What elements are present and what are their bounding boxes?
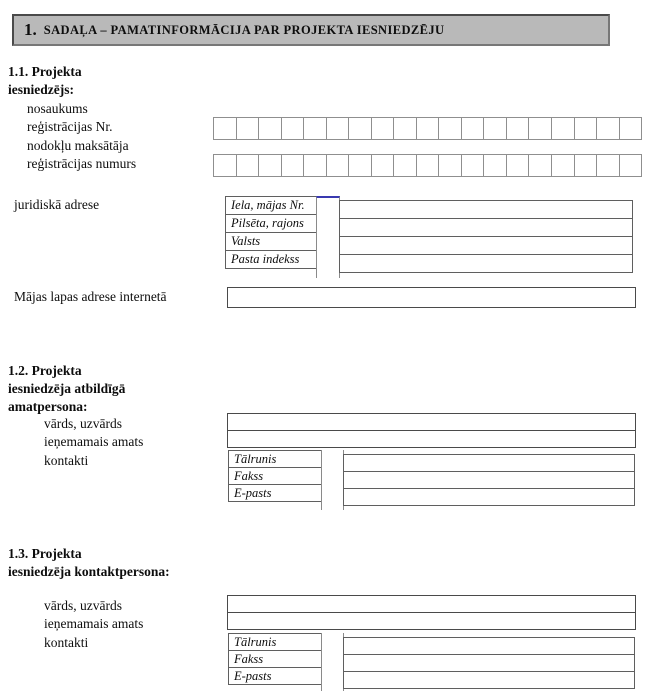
digit-box[interactable] [619, 117, 643, 140]
field-label: vārds, uzvārds [44, 416, 122, 431]
contacts-label-column-1-3 [228, 633, 322, 685]
digit-box[interactable] [303, 154, 327, 177]
address-spacer-cell [316, 196, 340, 278]
digit-box[interactable] [574, 117, 598, 140]
digit-box[interactable] [303, 117, 327, 140]
digit-box[interactable] [393, 154, 417, 177]
contacts-spacer-cell-1-3 [321, 633, 344, 691]
digit-box[interactable] [483, 154, 507, 177]
field-label: nosaukums [27, 101, 88, 116]
field-label: vārds, uzvārds [44, 598, 122, 613]
address-row-label: Iela, mājas Nr. [225, 196, 317, 215]
name-position-box-1-2 [227, 413, 636, 448]
contact-value-field[interactable] [343, 454, 635, 472]
digit-box[interactable] [438, 117, 462, 140]
field-labels-1-3 [44, 597, 143, 652]
digit-box[interactable] [438, 154, 462, 177]
digit-box[interactable] [416, 117, 440, 140]
digit-box[interactable] [258, 154, 282, 177]
digit-box[interactable] [528, 117, 552, 140]
heading-line: 1.3. Projekta [8, 546, 82, 561]
contact-value-field[interactable] [343, 471, 635, 489]
address-value-field[interactable] [339, 218, 633, 237]
address-value-field[interactable] [339, 236, 633, 255]
field-label: reģistrācijas Nr. [27, 119, 113, 135]
label-juridiska-adrese: juridiskā adrese [14, 197, 100, 212]
field-label: nodokļu maksātāja [27, 137, 129, 153]
contacts-spacer-cell-1-2 [321, 450, 344, 510]
contacts-label-column-1-2 [228, 450, 322, 502]
digit-box[interactable] [326, 154, 350, 177]
section-number: 1. [24, 20, 37, 39]
section-header-bar [12, 14, 610, 46]
digit-box[interactable] [236, 154, 260, 177]
digit-box[interactable] [619, 154, 643, 177]
position-input[interactable] [227, 612, 636, 630]
contacts-value-column-1-2 [343, 454, 635, 506]
address-label-column [225, 196, 317, 269]
contact-row-label: Fakss [228, 650, 322, 668]
digit-box[interactable] [348, 154, 372, 177]
field-label: kontakti [44, 452, 89, 468]
digit-box[interactable] [348, 117, 372, 140]
address-row-label: Pilsēta, rajons [225, 214, 317, 233]
digit-box[interactable] [281, 117, 305, 140]
heading-1-3 [8, 545, 170, 581]
heading-1-2 [8, 362, 125, 416]
digit-box[interactable] [461, 117, 485, 140]
digit-box[interactable] [213, 154, 237, 177]
digit-box[interactable] [236, 117, 260, 140]
contact-value-field[interactable] [343, 671, 635, 689]
address-value-column [339, 200, 633, 273]
digit-box[interactable] [258, 117, 282, 140]
heading-line: amatpersona: [8, 399, 88, 414]
tax-registration-number-grid [213, 154, 642, 177]
field-label: ieņemamais amats [44, 434, 144, 450]
contact-row-label: E-pasts [228, 667, 322, 685]
digit-box[interactable] [596, 154, 620, 177]
digit-box[interactable] [281, 154, 305, 177]
website-input[interactable] [227, 287, 636, 308]
digit-box[interactable] [551, 117, 575, 140]
digit-box[interactable] [393, 117, 417, 140]
digit-box[interactable] [574, 154, 598, 177]
name-input[interactable] [227, 413, 636, 431]
address-row-label: Pasta indekss [225, 250, 317, 269]
name-position-box-1-3 [227, 595, 636, 630]
digit-box[interactable] [483, 117, 507, 140]
contact-row-label: E-pasts [228, 484, 322, 502]
heading-line: 1.1. Projekta [8, 64, 82, 79]
address-row-label: Valsts [225, 232, 317, 251]
digit-box[interactable] [213, 117, 237, 140]
contact-row-label: Fakss [228, 467, 322, 485]
field-label: ieņemamais amats [44, 616, 144, 632]
heading-line: iesniedzēja kontaktpersona: [8, 564, 170, 579]
position-input[interactable] [227, 430, 636, 448]
contact-row-label: Tālrunis [228, 450, 322, 468]
digit-box[interactable] [416, 154, 440, 177]
contact-value-field[interactable] [343, 488, 635, 506]
field-label: kontakti [44, 634, 89, 650]
field-labels-1-2 [44, 415, 143, 470]
address-value-field[interactable] [339, 254, 633, 273]
address-value-field[interactable] [339, 200, 633, 219]
digit-box[interactable] [551, 154, 575, 177]
name-input[interactable] [227, 595, 636, 613]
digit-box[interactable] [371, 117, 395, 140]
heading-line: 1.2. Projekta [8, 363, 82, 378]
label-website: Mājas lapas adrese internetā [14, 289, 167, 304]
digit-box[interactable] [528, 154, 552, 177]
digit-box[interactable] [326, 117, 350, 140]
digit-box[interactable] [506, 117, 530, 140]
field-labels-1-1 [27, 100, 136, 174]
digit-box[interactable] [506, 154, 530, 177]
field-label: reģistrācijas numurs [27, 156, 137, 172]
contact-value-field[interactable] [343, 654, 635, 672]
heading-line: iesniedzēja atbildīgā [8, 381, 126, 396]
section-title: SADAĻA – PAMATINFORMĀCIJA PAR PROJEKTA IESNIEDZĒJU [43, 22, 445, 37]
contacts-value-column-1-3 [343, 637, 635, 689]
digit-box[interactable] [596, 117, 620, 140]
heading-1-1 [8, 63, 82, 99]
digit-box[interactable] [461, 154, 485, 177]
heading-line: iesniedzējs: [8, 82, 74, 97]
registration-nr-grid [213, 117, 642, 140]
contact-row-label: Tālrunis [228, 633, 322, 651]
contact-value-field[interactable] [343, 637, 635, 655]
digit-box[interactable] [371, 154, 395, 177]
